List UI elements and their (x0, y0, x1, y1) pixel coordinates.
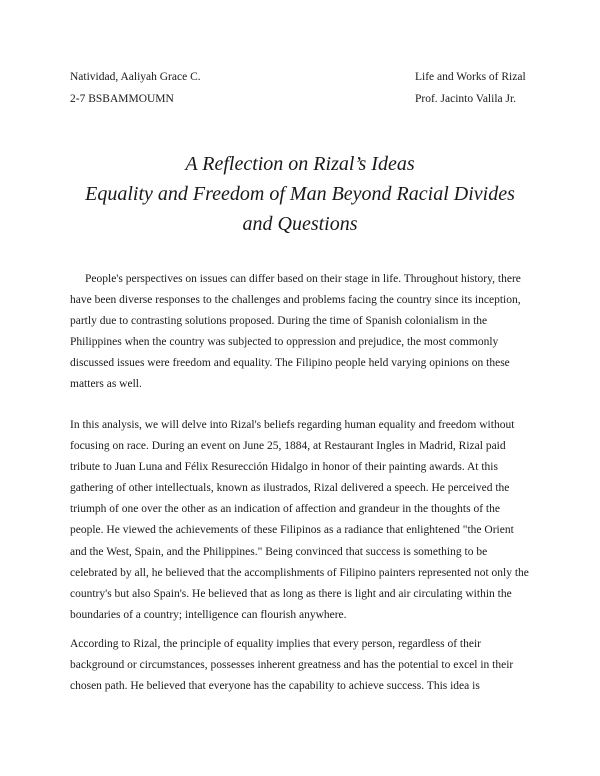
professor-name: Prof. Jacinto Valila Jr. (415, 93, 517, 105)
paragraph-text: In this analysis, we will delve into Rizal's beliefs regarding human equality and freedom without focusing on race. During an event on June 25, 1884, at Restaurant Ingles in Madrid, Rizal paid tribute to Juan Luna and Félix Resurección Hidalgo in honor of their painting awards. At this gathering of other intellectuals, known as ilustrados, Rizal delivered a speech. He perceived the triumph of one over the other as an indication of affection and grandeur in the thoughts of the people. He viewed the achievements of these Filipinos as a radiance that enlightened "the Orient and the West, Spain, and the Philippines." Being convinced that success is something to be celebrated by all, he believed that the accomplishments of Filipino painters represented not only the country's but also Spain's. He believed that as long as there is light and air circulating within the boundaries of a country; intelligence can flourish anywhere. (70, 419, 529, 621)
course-title: Life and Works of Rizal (415, 71, 526, 83)
paragraph-text: According to Rizal, the principle of equality implies that every person, regardless of their background or circumstances, possesses inherent greatness and has the potential to excel in their chosen path. He believed that everyone has the capability to achieve success. This idea is (70, 638, 514, 693)
title-line-1: A Reflection on Rizal’s Ideas (185, 153, 415, 175)
paragraph-2 (70, 415, 532, 626)
author-name: Natividad, Aaliyah Grace C. (70, 71, 201, 83)
title-line-2: Equality and Freedom of Man Beyond Racial Divides (85, 183, 515, 205)
paragraph-text: People's perspectives on issues can differ based on their stage in life. Throughout history, there have been diverse responses to the challenges and problems facing the country since its inception, partly due to contrasting solutions proposed. During the time of Spanish colonialism in the Philippines when the country was subjected to oppression and prejudice, the most commonly discussed issues were freedom and equality. The Filipino people held varying opinions on these matters as well. (70, 273, 521, 391)
paragraph-1 (70, 269, 532, 396)
header-row-2 (70, 92, 530, 106)
section-code: 2-7 BSBAMMOUMN (70, 93, 174, 105)
paragraph-3 (70, 634, 532, 697)
document-title (50, 149, 550, 239)
header-row-1 (70, 70, 530, 84)
title-line-3: and Questions (242, 213, 358, 235)
